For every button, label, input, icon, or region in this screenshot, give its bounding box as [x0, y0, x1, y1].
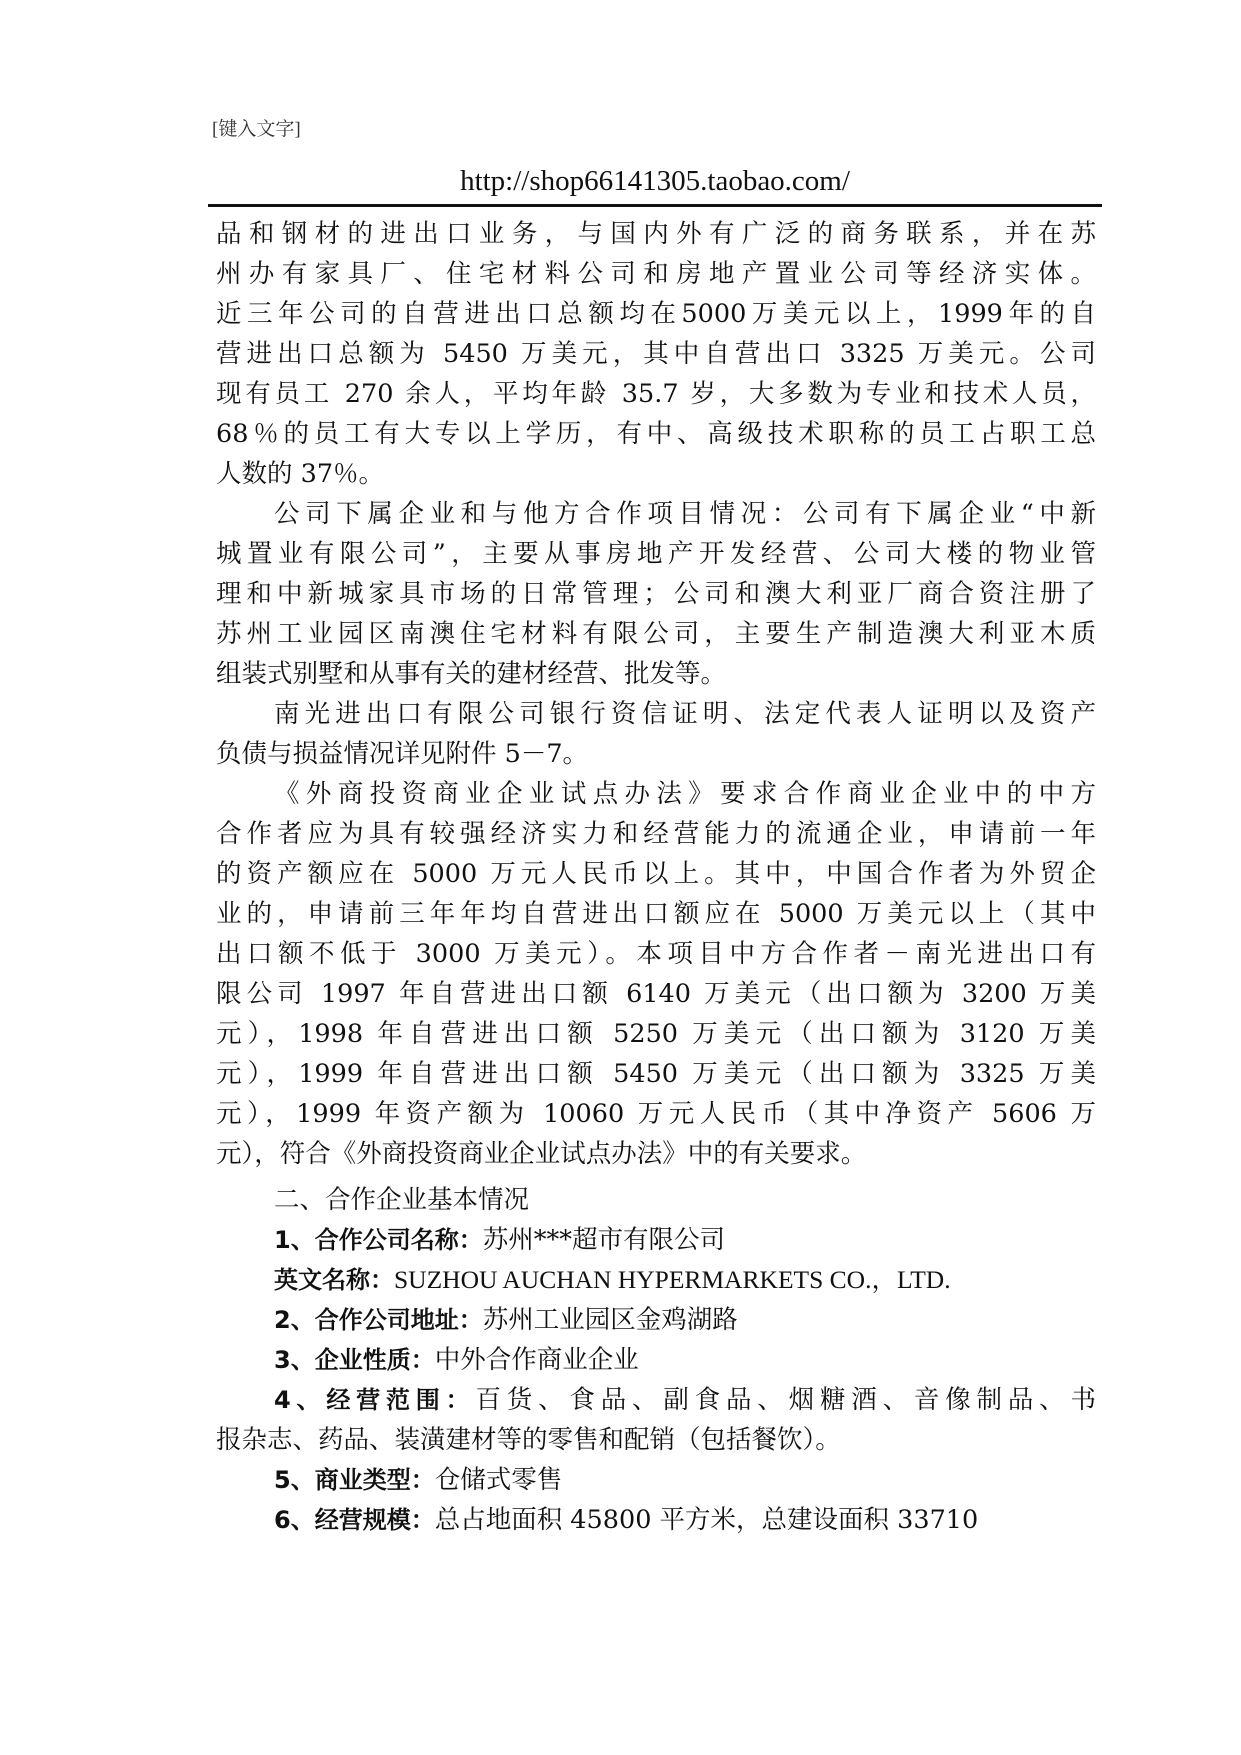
paragraph-subsidiaries	[216, 494, 1096, 694]
text-line: 城置业有限公司”，主要从事房地产开发经营、公司大楼的物业管	[216, 539, 1096, 569]
field-value: 仓储式零售	[434, 1465, 563, 1495]
field-company-address	[216, 1300, 1096, 1340]
field-label: 英文名称：	[274, 1266, 394, 1294]
text-line: 理和中新城家具市场的日常管理；公司和澳大利亚厂商合资注册了	[216, 579, 1096, 609]
field-value: SUZHOU AUCHAN HYPERMARKETS CO.，LTD.	[394, 1265, 951, 1294]
text-line: 元），1999 年资产额为 10060 万元人民币（其中净资产 5606 万	[216, 1099, 1096, 1129]
field-value: 苏州工业园区金鸡湖路	[482, 1305, 738, 1335]
field-value: 总占地面积 45800 平方米，总建设面积 33710	[434, 1505, 979, 1535]
field-english-name	[216, 1260, 1096, 1300]
field-label: 4、经营范围：	[274, 1386, 476, 1414]
field-label: 3、企业性质：	[274, 1346, 435, 1374]
field-business-type	[216, 1460, 1096, 1500]
text-line: 南光进出口有限公司银行资信证明、法定代表人证明以及资产	[274, 699, 1096, 729]
text-line: 组装式别墅和从事有关的建材经营、批发等。	[216, 659, 727, 689]
text-line: 元），1998 年自营进出口额 5250 万美元（出口额为 3120 万美	[216, 1019, 1096, 1049]
text-line: 品和钢材的进出口业务，与国内外有广泛的商务联系，并在苏	[216, 219, 1096, 249]
document-body	[216, 214, 1096, 1540]
field-business-scale	[216, 1500, 1096, 1540]
paragraph-attachments	[216, 694, 1096, 774]
field-enterprise-type	[216, 1340, 1096, 1380]
paragraph-company-profile	[216, 214, 1096, 494]
text-line: 的资产额应在 5000 万元人民币以上。其中，中国合作者为外贸企	[216, 859, 1096, 889]
text-line: 近三年公司的自营进出口总额均在5000万美元以上，1999年的自	[216, 299, 1096, 329]
text-line: 元），符合《外商投资商业企业试点办法》中的有关要求。	[216, 1139, 867, 1169]
text-line: 限公司 1997 年自营进出口额 6140 万美元（出口额为 3200 万美	[216, 979, 1096, 1009]
field-label: 6、经营规模：	[274, 1506, 435, 1534]
field-label: 5、商业类型：	[274, 1466, 435, 1494]
text-line: 苏州工业园区南澳住宅材料有限公司，主要生产制造澳大利亚木质	[216, 619, 1096, 649]
header-divider	[208, 204, 1102, 207]
text-line: 《外商投资商业企业试点办法》要求合作商业企业中的中方	[274, 779, 1096, 809]
text-line: 现有员工 270 余人，平均年龄 35.7 岁，大多数为专业和技术人员，	[216, 379, 1096, 409]
header-placeholder-text: [键入文字]	[212, 119, 301, 140]
section-heading: 二、合作企业基本情况	[274, 1185, 530, 1215]
text-line: 负债与损益情况详见附件 5－7。	[216, 739, 589, 769]
text-line: 业的，申请前三年年均自营进出口额应在 5000 万美元以上（其中	[216, 899, 1096, 929]
field-label: 1、合作公司名称：	[274, 1226, 483, 1254]
field-value: 中外合作商业企业	[434, 1345, 639, 1375]
field-business-scope-continued: 报杂志、药品、装潢建材等的零售和配销（包括餐饮）。	[216, 1425, 841, 1455]
text-line: 出口额不低于 3000 万美元）。本项目中方合作者－南光进出口有	[216, 939, 1096, 969]
text-line: 营进出口总额为 5450 万美元，其中自营出口 3325 万美元。公司	[216, 339, 1096, 369]
field-value: 苏州***超市有限公司	[482, 1225, 725, 1255]
field-business-scope	[216, 1380, 1096, 1420]
paragraph-requirements	[216, 774, 1096, 1174]
header-url: http://shop66141305.taobao.com/	[460, 165, 850, 197]
text-line: 68％的员工有大专以上学历，有中、高级技术职称的员工占职工总	[216, 419, 1096, 449]
text-line: 人数的 37％。	[216, 459, 385, 489]
field-label: 2、合作公司地址：	[274, 1306, 483, 1334]
text-line: 元），1999 年自营进出口额 5450 万美元（出口额为 3325 万美	[216, 1059, 1096, 1089]
text-line: 公司下属企业和与他方合作项目情况：公司有下属企业“中新	[274, 499, 1096, 529]
field-value: 百货、食品、副食品、烟糖酒、音像制品、书	[475, 1385, 1096, 1415]
text-line: 合作者应为具有较强经济实力和经营能力的流通企业，申请前一年	[216, 819, 1096, 849]
text-line: 州办有家具厂、住宅材料公司和房地产置业公司等经济实体。	[216, 259, 1096, 289]
field-company-name	[216, 1220, 1096, 1260]
